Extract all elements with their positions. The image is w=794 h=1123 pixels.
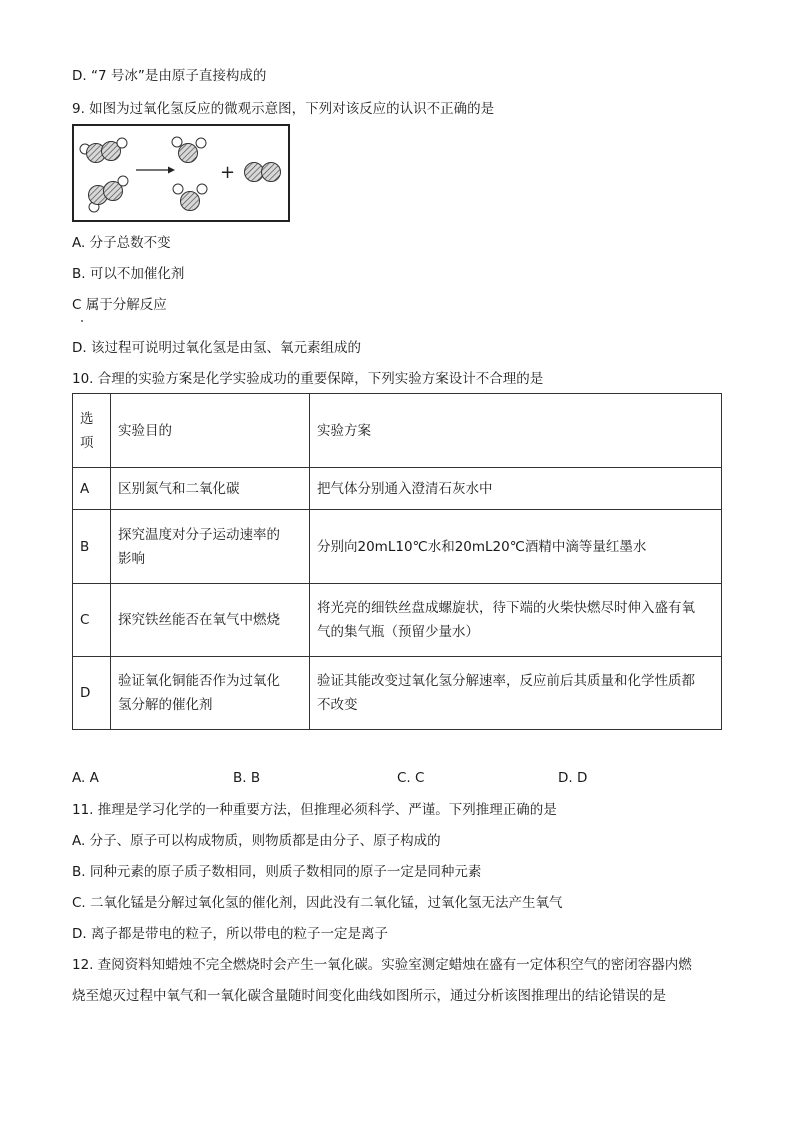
row-option: B	[73, 510, 111, 584]
q9-option-d: D. 该过程可说明过氧化氢是由氢、氧元素组成的	[72, 340, 361, 356]
header-plan: 实验方案	[310, 394, 722, 468]
reaction-diagram	[72, 124, 290, 222]
q11-option-b: B. 同种元素的原子质子数相同，则质子数相同的原子一定是同种元素	[72, 864, 482, 880]
q9-option-a: A. 分子总数不变	[72, 235, 171, 251]
q12-stem-line1: 12. 查阅资料知蜡烛不完全燃烧时会产生一氧化碳。实验室测定蜡烛在盛有一定体积空气的密闭容器内燃	[72, 957, 692, 973]
row-plan: 把气体分别通入澄清石灰水中	[310, 468, 722, 510]
row-purpose: 探究温度对分子运动速率的 影响	[111, 510, 310, 584]
q8-option-d: D. “7 号冰”是由原子直接构成的	[72, 68, 267, 84]
row-option: C	[73, 584, 111, 657]
row-purpose: 区别氮气和二氧化碳	[111, 468, 310, 510]
table-row	[73, 657, 722, 730]
table-row	[73, 584, 722, 657]
header-option: 选 项	[73, 394, 111, 468]
row-purpose: 验证氧化铜能否作为过氧化 氢分解的催化剂	[111, 657, 310, 730]
oxygen-molecule-icon	[245, 163, 281, 182]
stray-dot	[81, 320, 83, 322]
table-row	[73, 510, 722, 584]
experiment-table	[72, 393, 722, 730]
q9-stem: 9. 如图为过氧化氢反应的微观示意图，下列对该反应的认识不正确的是	[72, 101, 495, 117]
plus-sign: +	[220, 162, 236, 183]
arrow-right-icon	[136, 167, 175, 174]
header-purpose: 实验目的	[111, 394, 310, 468]
row-option: D	[73, 657, 111, 730]
q9-option-c: C 属于分解反应	[72, 297, 167, 313]
table-header-row	[73, 394, 722, 468]
q10-option-b: B. B	[233, 770, 261, 786]
q10-option-c: C. C	[397, 770, 425, 786]
row-purpose: 探究铁丝能否在氧气中燃烧	[111, 584, 310, 657]
hydrogen-peroxide-molecule-icon	[89, 176, 129, 212]
row-plan: 验证其能改变过氧化氢分解速率，反应前后其质量和化学性质都 不改变	[310, 657, 722, 730]
q11-option-c: C. 二氧化锰是分解过氧化氢的催化剂，因此没有二氧化锰，过氧化氢无法产生氧气	[72, 895, 563, 911]
water-molecule-icon	[172, 137, 206, 163]
row-option: A	[73, 468, 111, 510]
table-row	[73, 468, 722, 510]
q11-stem: 11. 推理是学习化学的一种重要方法，但推理必须科学、严谨。下列推理正确的是	[72, 802, 557, 818]
water-molecule-icon	[173, 184, 207, 211]
q10-option-d: D. D	[558, 770, 588, 786]
q12-stem-line2: 烧至熄灭过程中氧气和一氧化碳含量随时间变化曲线如图所示，通过分析该图推理出的结论错误的是	[72, 988, 666, 1004]
row-plan: 将光亮的细铁丝盘成螺旋状，待下端的火柴快燃尽时伸入盛有氧 气的集气瓶（预留少量水）	[310, 584, 722, 657]
q10-option-a: A. A	[72, 770, 99, 786]
q9-option-b: B. 可以不加催化剂	[72, 266, 185, 282]
q11-option-a: A. 分子、原子可以构成物质，则物质都是由分子、原子构成的	[72, 833, 441, 849]
q11-option-d: D. 离子都是带电的粒子，所以带电的粒子一定是离子	[72, 926, 388, 942]
hydrogen-peroxide-molecule-icon	[80, 138, 127, 163]
row-plan: 分别向20mL10℃水和20mL20℃酒精中滴等量红墨水	[310, 510, 722, 584]
q10-stem: 10. 合理的实验方案是化学实验成功的重要保障，下列实验方案设计不合理的是	[72, 371, 544, 387]
